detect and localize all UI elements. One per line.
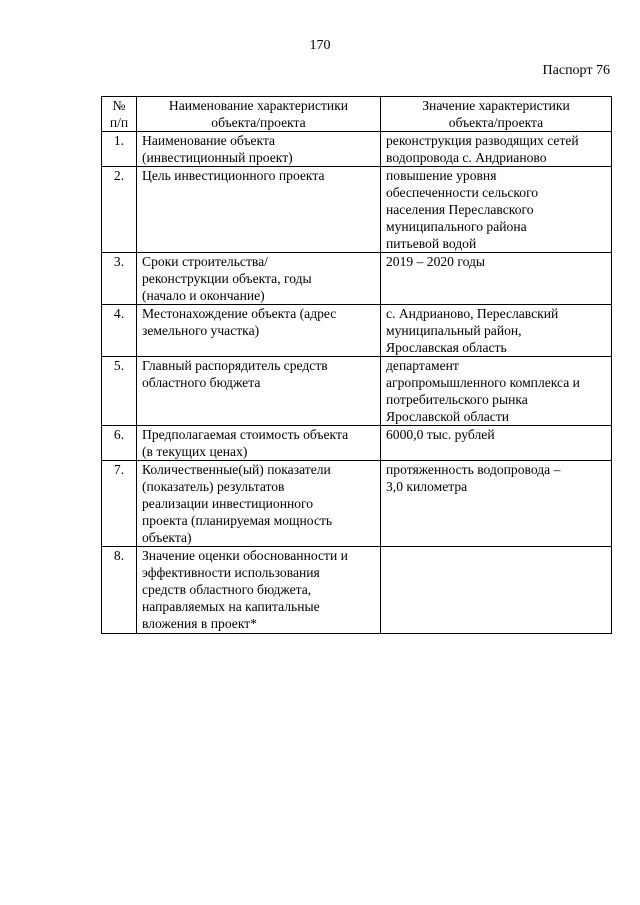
row-characteristic: Значение оценки обоснованности и эффективности использования средств областного бюджета, направляемых на капитальные вложения в проект* (137, 547, 381, 634)
page-number: 170 (309, 38, 331, 53)
row-value: с. Андрианово, Переславский муниципальный район, Ярославская область (381, 305, 612, 357)
row-value: департамент агропромышленного комплекса и потребительского рынка Ярославской области (381, 357, 612, 426)
row-value (381, 547, 612, 634)
row-value: 6000,0 тыс. рублей (381, 426, 612, 461)
row-number: 8. (102, 547, 137, 634)
table-row (102, 253, 612, 305)
row-value: повышение уровня обеспеченности сельского населения Переславского муниципального района питьевой водой (381, 167, 612, 253)
row-characteristic: Местонахождение объекта (адрес земельного участка) (137, 305, 381, 357)
row-characteristic: Главный распорядитель средств областного бюджета (137, 357, 381, 426)
row-value: реконструкция разводящих сетей водопровода с. Андрианово (381, 132, 612, 167)
row-characteristic: Сроки строительства/ реконструкции объекта, годы (начало и окончание) (137, 253, 381, 305)
table-row (102, 426, 612, 461)
row-characteristic: Наименование объекта (инвестиционный проект) (137, 132, 381, 167)
table-row (102, 357, 612, 426)
passport-table (101, 96, 612, 634)
row-value: протяженность водопровода – 3,0 километра (381, 461, 612, 547)
row-number: 2. (102, 167, 137, 253)
row-value: 2019 – 2020 годы (381, 253, 612, 305)
row-characteristic: Количественные(ый) показатели (показатель) результатов реализации инвестиционного проекта (планируемая мощность объекта) (137, 461, 381, 547)
table-row (102, 167, 612, 253)
row-number: 6. (102, 426, 137, 461)
table-row (102, 461, 612, 547)
row-number: 1. (102, 132, 137, 167)
row-number: 5. (102, 357, 137, 426)
column-header-characteristic: Наименование характеристики объекта/проекта (137, 97, 381, 132)
column-header-number: № п/п (102, 97, 137, 132)
row-number: 3. (102, 253, 137, 305)
row-characteristic: Цель инвестиционного проекта (137, 167, 381, 253)
table-row (102, 132, 612, 167)
table-row (102, 547, 612, 634)
row-number: 4. (102, 305, 137, 357)
passport-title: Паспорт 76 (542, 63, 610, 78)
table-row (102, 305, 612, 357)
column-header-value: Значение характеристики объекта/проекта (381, 97, 612, 132)
row-number: 7. (102, 461, 137, 547)
row-characteristic: Предполагаемая стоимость объекта (в текущих ценах) (137, 426, 381, 461)
table-header-row (102, 97, 612, 132)
